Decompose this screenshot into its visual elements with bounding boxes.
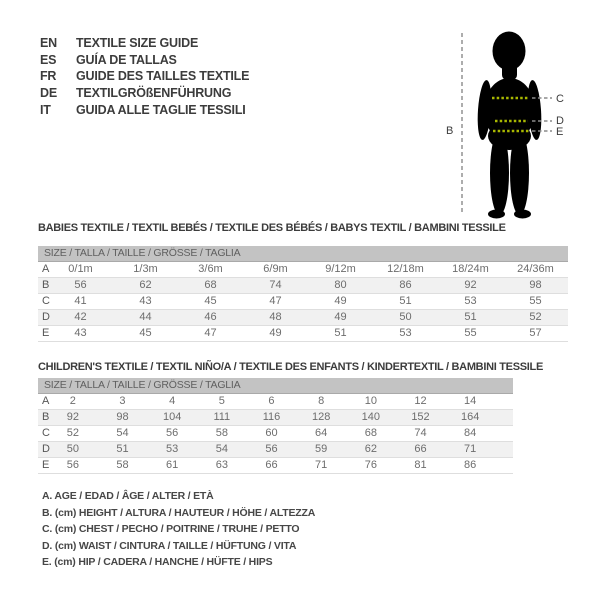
table-cell: 62: [364, 443, 377, 455]
table-cell: 64: [315, 427, 328, 439]
language-row: [40, 85, 249, 102]
language-label: GUIDE DES TAILLES TEXTILE: [76, 69, 250, 84]
language-list: [40, 35, 249, 119]
table-cell: 128: [311, 411, 331, 423]
table-cell: 68: [364, 427, 377, 439]
table-cell: 12/18m: [387, 263, 424, 275]
babies-size-table: [38, 246, 568, 342]
language-code: DE: [40, 86, 57, 101]
table-cell: 58: [215, 427, 228, 439]
language-label: TEXTILGRÖßENFÜHRUNG: [76, 86, 232, 101]
table-cell: 42: [74, 311, 87, 323]
babies-table-body: [38, 262, 568, 342]
table-cell: 49: [334, 295, 347, 307]
table-cell: 60: [265, 427, 278, 439]
measurement-figure: [435, 10, 585, 230]
language-row: [40, 35, 249, 52]
child-silhouette: [476, 32, 543, 219]
table-cell: 24/36m: [517, 263, 554, 275]
table-cell: 12: [414, 395, 427, 407]
table-cell: 51: [334, 327, 347, 339]
row-label: E: [42, 459, 50, 471]
legend-line: E. (cm) HIP / CADERA / HANCHE / HÜFTE / HIPS: [42, 556, 273, 569]
children-section-title: CHILDREN'S TEXTILE / TEXTIL NIÑO/A / TEXTILE DES ENFANTS / KINDERTEXTIL / BAMBINI TESSILE: [38, 361, 543, 373]
table-cell: 98: [529, 279, 542, 291]
table-cell: 61: [166, 459, 179, 471]
table-cell: 51: [116, 443, 129, 455]
table-cell: 1/3m: [133, 263, 158, 275]
table-cell: 71: [464, 443, 477, 455]
language-label: TEXTILE SIZE GUIDE: [76, 36, 199, 50]
table-cell: 58: [116, 459, 129, 471]
table-cell: 116: [262, 411, 281, 423]
table-cell: 49: [334, 311, 347, 323]
table-cell: 57: [529, 327, 542, 339]
table-cell: 0/1m: [68, 263, 93, 275]
row-label: D: [42, 311, 50, 323]
legend-line: B. (cm) HEIGHT / ALTURA / HAUTEUR / HÖHE / ALTEZZA: [42, 506, 316, 519]
table-cell: 46: [204, 311, 217, 323]
table-cell: 18/24m: [452, 263, 489, 275]
table-cell: 54: [116, 427, 129, 439]
table-cell: 152: [411, 411, 430, 423]
row-label: B: [42, 279, 50, 291]
table-row: [38, 394, 513, 410]
table-cell: 14: [464, 395, 477, 407]
children-size-table: [38, 378, 513, 474]
language-row: [40, 68, 249, 85]
table-cell: 74: [269, 279, 282, 291]
row-label: E: [42, 327, 50, 339]
table-cell: 8: [318, 395, 325, 407]
table-cell: 80: [334, 279, 347, 291]
language-label: GUIDA ALLE TAGLIE TESSILI: [76, 102, 246, 117]
table-cell: 56: [265, 443, 278, 455]
table-row: [38, 442, 513, 458]
table-cell: 68: [204, 279, 217, 291]
table-cell: 56: [166, 427, 179, 439]
size-table-header: SIZE / TALLA / TAILLE / GRÖSSE / TAGLIA: [38, 246, 568, 262]
table-cell: 111: [213, 411, 231, 423]
table-cell: 50: [399, 311, 412, 323]
table-cell: 104: [162, 411, 182, 423]
language-code: IT: [40, 102, 51, 117]
language-code: ES: [40, 52, 57, 67]
table-cell: 45: [139, 327, 152, 339]
language-label: GUÍA DE TALLAS: [76, 52, 177, 67]
table-cell: 2: [69, 395, 76, 407]
table-cell: 98: [116, 411, 129, 423]
table-cell: 59: [315, 443, 328, 455]
table-cell: 3: [119, 395, 126, 407]
table-cell: 63: [215, 459, 228, 471]
table-row: [38, 278, 568, 294]
row-label: B: [42, 411, 50, 423]
table-cell: 43: [139, 295, 152, 307]
table-cell: 5: [218, 395, 225, 407]
legend-line: C. (cm) CHEST / PECHO / POITRINE / TRUHE / PETTO: [42, 523, 300, 536]
table-cell: 9/12m: [325, 263, 356, 275]
table-cell: 6: [268, 395, 275, 407]
table-cell: 52: [66, 427, 79, 439]
chest-label: C: [556, 93, 564, 105]
table-cell: 164: [460, 411, 480, 423]
babies-section-title: BABIES TEXTILE / TEXTIL BEBÉS / TEXTILE DES BÉBÉS / BABYS TEXTIL / BAMBINI TESSILE: [38, 222, 506, 234]
table-cell: 6/9m: [263, 263, 288, 275]
row-label: A: [42, 395, 50, 407]
children-table-body: [38, 394, 513, 474]
table-cell: 86: [399, 279, 412, 291]
size-table-header: SIZE / TALLA / TAILLE / GRÖSSE / TAGLIA: [38, 378, 513, 394]
table-cell: 71: [315, 459, 328, 471]
table-cell: 48: [269, 311, 282, 323]
table-cell: 86: [464, 459, 477, 471]
legend-line: D. (cm) WAIST / CINTURA / TAILLE / HÜFTUNG / VITA: [42, 539, 297, 552]
waist-label: D: [556, 115, 564, 127]
table-cell: 74: [414, 427, 427, 439]
hip-label: E: [556, 126, 564, 138]
table-cell: 43: [74, 327, 87, 339]
table-cell: 53: [166, 443, 179, 455]
table-cell: 56: [66, 459, 79, 471]
table-cell: 81: [414, 459, 427, 471]
row-label: C: [42, 427, 50, 439]
legend-line: A. AGE / EDAD / ÂGE / ALTER / ETÀ: [42, 490, 214, 502]
table-cell: 54: [215, 443, 228, 455]
row-label: D: [42, 443, 50, 455]
table-row: [38, 294, 568, 310]
table-cell: 53: [464, 295, 477, 307]
table-cell: 76: [364, 459, 377, 471]
table-cell: 84: [464, 427, 477, 439]
table-cell: 41: [74, 295, 87, 307]
table-row: [38, 262, 568, 278]
table-row: [38, 458, 513, 474]
language-row: [40, 52, 249, 69]
table-cell: 55: [464, 327, 477, 339]
measurement-legend: [42, 488, 315, 571]
table-cell: 44: [139, 311, 152, 323]
table-cell: 4: [169, 395, 176, 407]
row-label: A: [42, 263, 50, 275]
table-cell: 51: [464, 311, 477, 323]
table-row: [38, 326, 568, 342]
language-row: [40, 102, 249, 119]
table-cell: 47: [204, 327, 217, 339]
table-cell: 3/6m: [198, 263, 223, 275]
table-row: [38, 410, 513, 426]
table-cell: 56: [74, 279, 87, 291]
table-cell: 92: [66, 411, 79, 423]
height-label: B: [446, 125, 454, 137]
table-cell: 10: [364, 395, 377, 407]
table-cell: 140: [361, 411, 380, 423]
table-cell: 45: [204, 295, 217, 307]
language-code: EN: [40, 36, 57, 50]
table-cell: 49: [269, 327, 282, 339]
table-cell: 62: [139, 279, 152, 291]
row-label: C: [42, 295, 50, 307]
table-cell: 51: [399, 295, 412, 307]
table-cell: 66: [265, 459, 278, 471]
table-row: [38, 310, 568, 326]
table-cell: 53: [399, 327, 412, 339]
table-cell: 92: [464, 279, 477, 291]
table-cell: 47: [269, 295, 282, 307]
table-cell: 55: [529, 295, 542, 307]
table-cell: 52: [529, 311, 542, 323]
table-cell: 50: [66, 443, 79, 455]
language-code: FR: [40, 69, 57, 84]
table-cell: 66: [414, 443, 427, 455]
table-row: [38, 426, 513, 442]
